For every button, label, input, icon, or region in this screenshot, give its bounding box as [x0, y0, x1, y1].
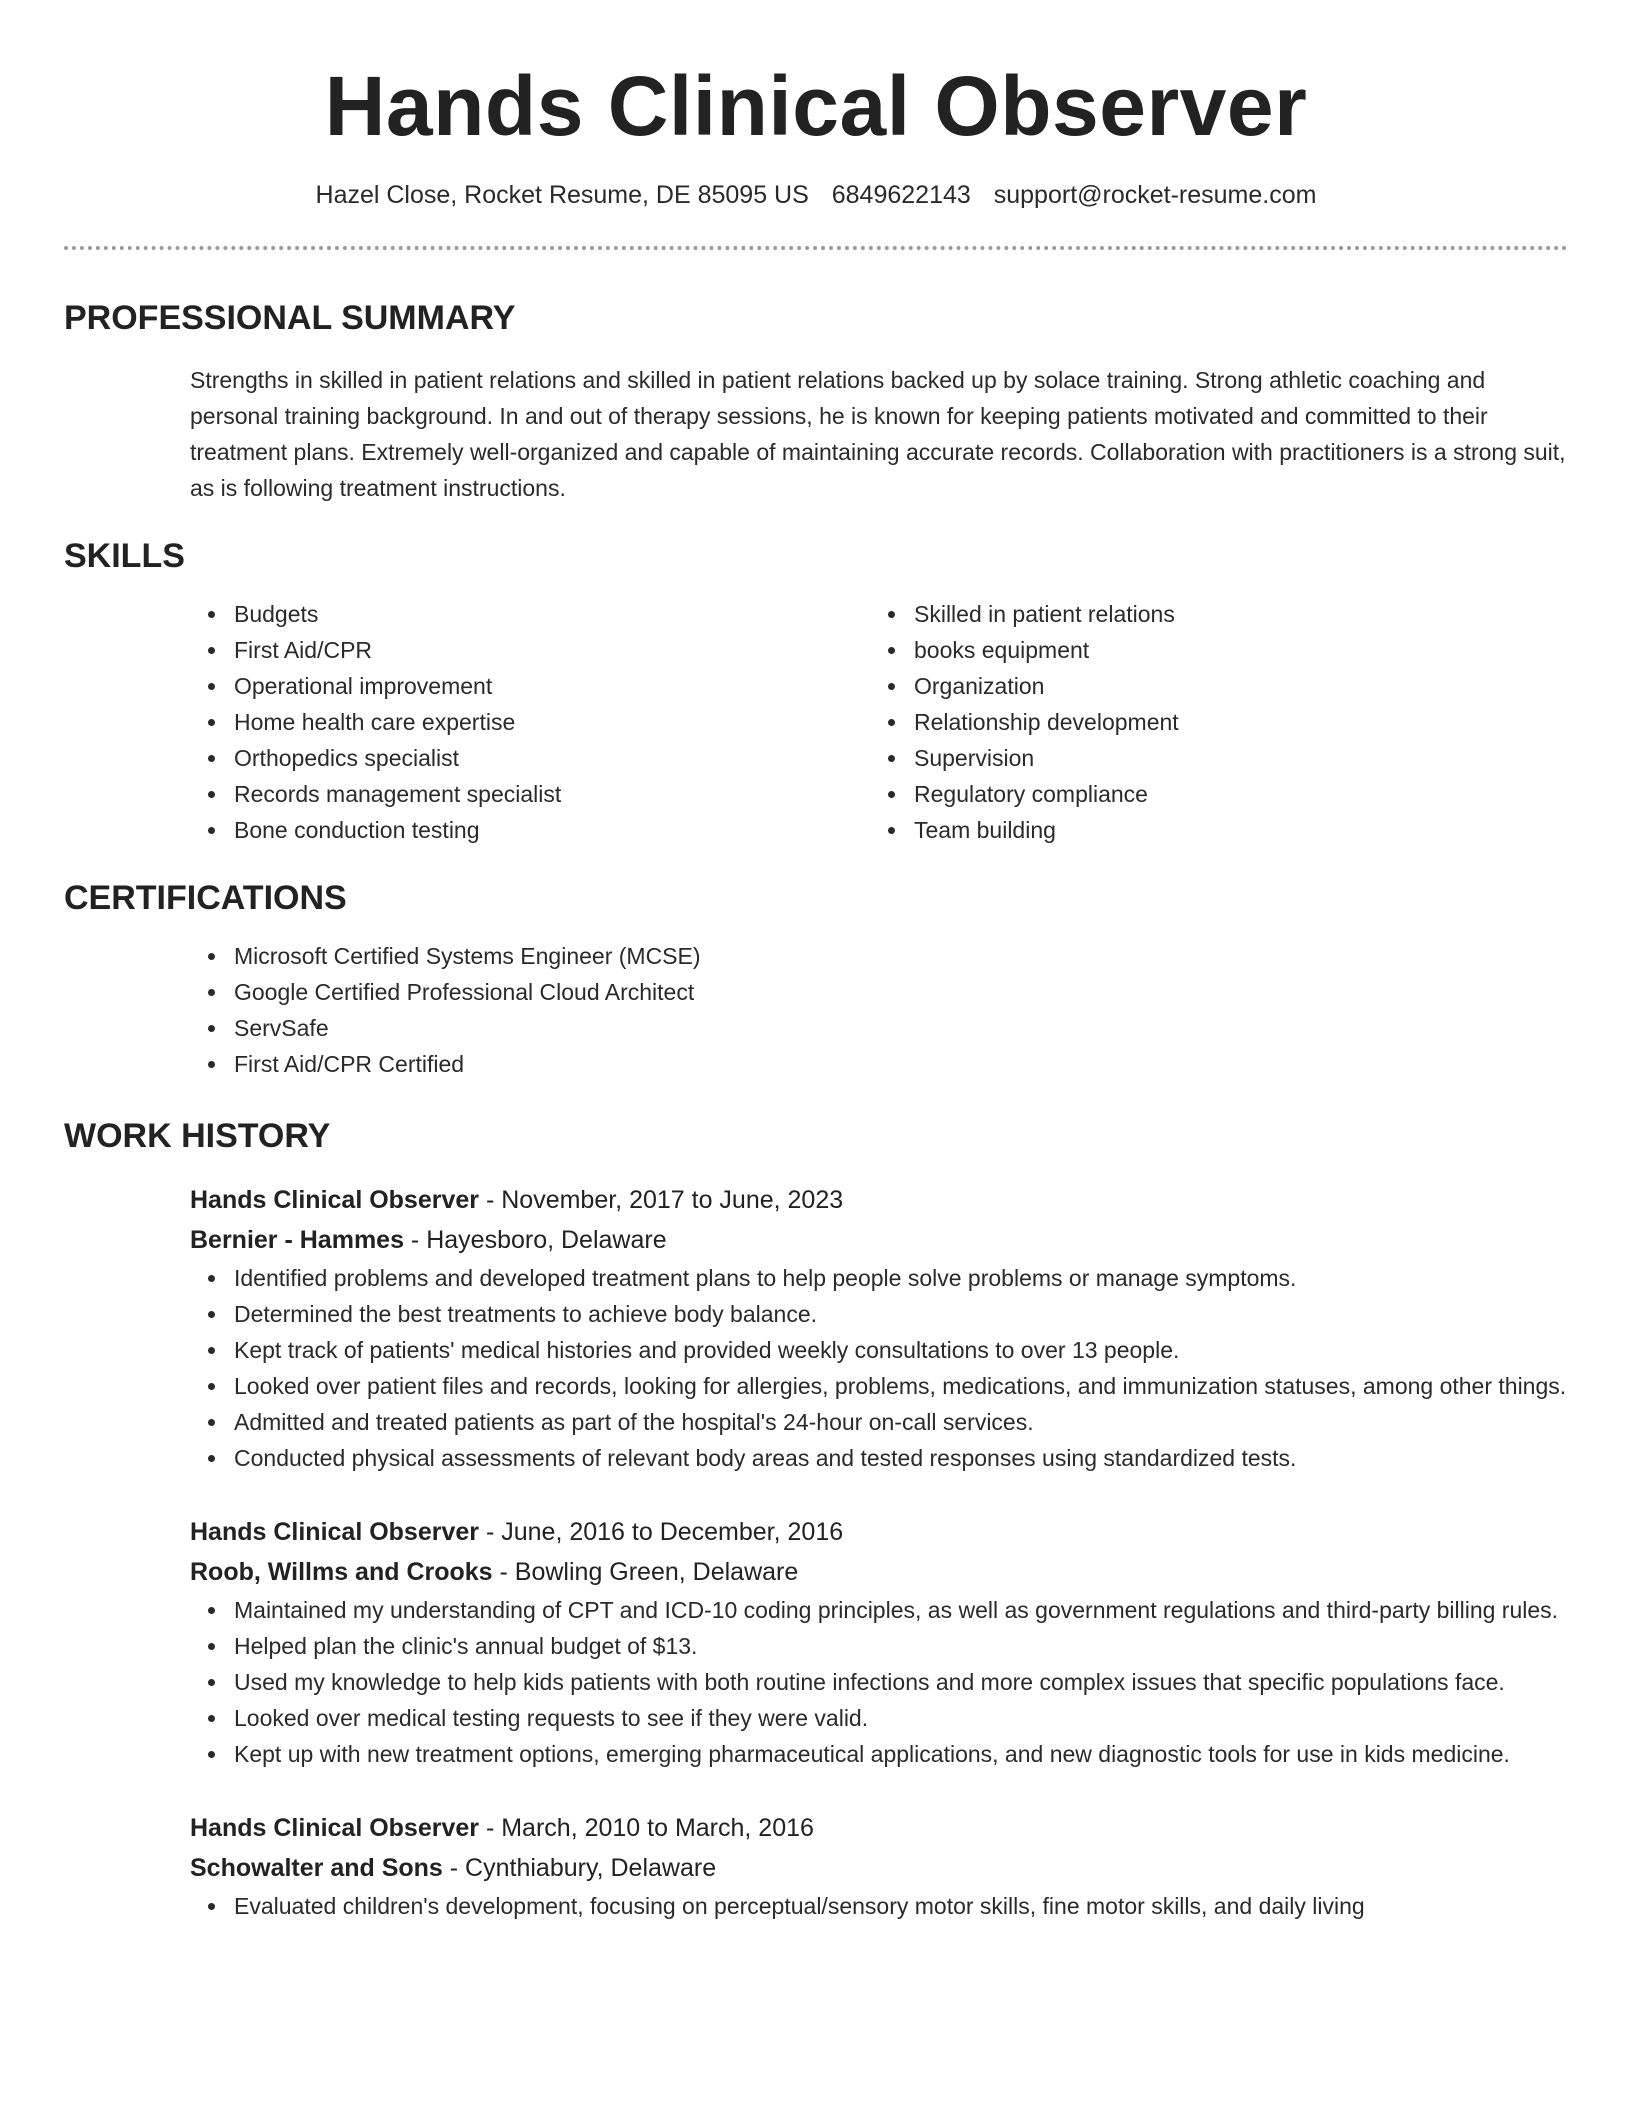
job-duty: Kept up with new treatment options, emerging pharmaceutical applications, and new diagnostic tools for use in kids medicine. [234, 1736, 1568, 1772]
contact-address: Hazel Close, Rocket Resume, DE 85095 US [315, 181, 809, 209]
job-duty: Admitted and treated patients as part of the hospital's 24-hour on-call services. [234, 1404, 1568, 1440]
skill-item: Orthopedics specialist [234, 740, 870, 776]
skill-item: Records management specialist [234, 776, 870, 812]
candidate-name: Hands Clinical Observer [324, 59, 1308, 153]
job-duties-list [190, 1260, 1568, 1476]
job-duties-list [190, 1592, 1568, 1772]
summary-text: Strengths in skilled in patient relations and skilled in patient relations backed up by solace training. Strong athletic coaching and personal training background. In and out of therapy sessions, he is known for keeping patients motivated and committed to their treatment plans. Extremely well-organized and capable of maintaining accurate records. Collaboration with practitioners is a strong suit, as is following treatment instructions. [190, 367, 1566, 501]
skill-item: Budgets [234, 596, 870, 632]
skills-list-left [190, 596, 870, 848]
skill-item: Home health care expertise [234, 704, 870, 740]
summary-heading: PROFESSIONAL SUMMARY [64, 299, 516, 337]
resume-page [64, 0, 1568, 1924]
skill-item: Team building [914, 812, 1550, 848]
contact-email: support@rocket-resume.com [993, 181, 1317, 209]
job-title-line [190, 1512, 1568, 1552]
skills-grid [190, 596, 1568, 848]
skill-item: Supervision [914, 740, 1550, 776]
job-entry [190, 1808, 1568, 1924]
job-duty: Maintained my understanding of CPT and ICD-10 coding principles, as well as government regulations and third-party billing rules. [234, 1592, 1568, 1628]
job-location: - Cynthiabury, Delaware [442, 1854, 717, 1882]
job-role: Hands Clinical Observer [190, 1518, 480, 1546]
skill-item: Regulatory compliance [914, 776, 1550, 812]
job-role: Hands Clinical Observer [190, 1186, 480, 1214]
job-duty: Kept track of patients' medical histories and provided weekly consultations to over 13 people. [234, 1332, 1568, 1368]
job-duty: Helped plan the clinic's annual budget of $13. [234, 1628, 1568, 1664]
job-duty: Looked over patient files and records, looking for allergies, problems, medications, and immunization statuses, among other things. [234, 1368, 1568, 1404]
certifications-list [190, 938, 1568, 1082]
job-dates: - November, 2017 to June, 2023 [479, 1186, 844, 1214]
skill-item: Organization [914, 668, 1550, 704]
job-company: Bernier - Hammes [190, 1226, 404, 1254]
job-dates: - March, 2010 to March, 2016 [479, 1814, 814, 1842]
job-entry [190, 1512, 1568, 1772]
job-duty: Evaluated children's development, focusing on perceptual/sensory motor skills, fine motor skills, and daily living [234, 1888, 1568, 1924]
job-dates: - June, 2016 to December, 2016 [479, 1518, 844, 1546]
job-duties-list [190, 1888, 1568, 1924]
job-title-line [190, 1180, 1568, 1220]
skills-heading: SKILLS [64, 537, 185, 575]
job-location: - Bowling Green, Delaware [492, 1558, 799, 1586]
job-entry [190, 1180, 1568, 1476]
skill-item: Skilled in patient relations [914, 596, 1550, 632]
skill-item: Relationship development [914, 704, 1550, 740]
skills-column-left [190, 596, 870, 848]
skill-item: First Aid/CPR [234, 632, 870, 668]
skill-item: Operational improvement [234, 668, 870, 704]
job-location: - Hayesboro, Delaware [403, 1226, 667, 1254]
skills-list-right [870, 596, 1550, 848]
header-divider [64, 246, 1568, 250]
certification-item: First Aid/CPR Certified [234, 1046, 1568, 1082]
job-title-line [190, 1808, 1568, 1848]
work-history-heading: WORK HISTORY [64, 1117, 331, 1155]
skills-column-right [870, 596, 1550, 848]
job-company-line [190, 1220, 1568, 1260]
certifications-section [190, 938, 1568, 1082]
job-duty: Conducted physical assessments of relevant body areas and tested responses using standardized tests. [234, 1440, 1568, 1476]
job-duty: Used my knowledge to help kids patients with both routine infections and more complex issues that specific populations face. [234, 1664, 1568, 1700]
job-role: Hands Clinical Observer [190, 1814, 480, 1842]
job-company: Schowalter and Sons [190, 1854, 443, 1882]
job-company-line [190, 1552, 1568, 1592]
job-company-line [190, 1848, 1568, 1888]
job-duty: Looked over medical testing requests to see if they were valid. [234, 1700, 1568, 1736]
contact-line [64, 178, 1568, 212]
certification-item: Google Certified Professional Cloud Architect [234, 974, 1568, 1010]
job-duty: Determined the best treatments to achieve body balance. [234, 1296, 1568, 1332]
certifications-heading: CERTIFICATIONS [64, 879, 347, 917]
skill-item: Bone conduction testing [234, 812, 870, 848]
skill-item: books equipment [914, 632, 1550, 668]
job-company: Roob, Willms and Crooks [190, 1558, 493, 1586]
certification-item: ServSafe [234, 1010, 1568, 1046]
certification-item: Microsoft Certified Systems Engineer (MCSE) [234, 938, 1568, 974]
contact-phone: 6849622143 [831, 181, 971, 209]
job-duty: Identified problems and developed treatment plans to help people solve problems or manage symptoms. [234, 1260, 1568, 1296]
